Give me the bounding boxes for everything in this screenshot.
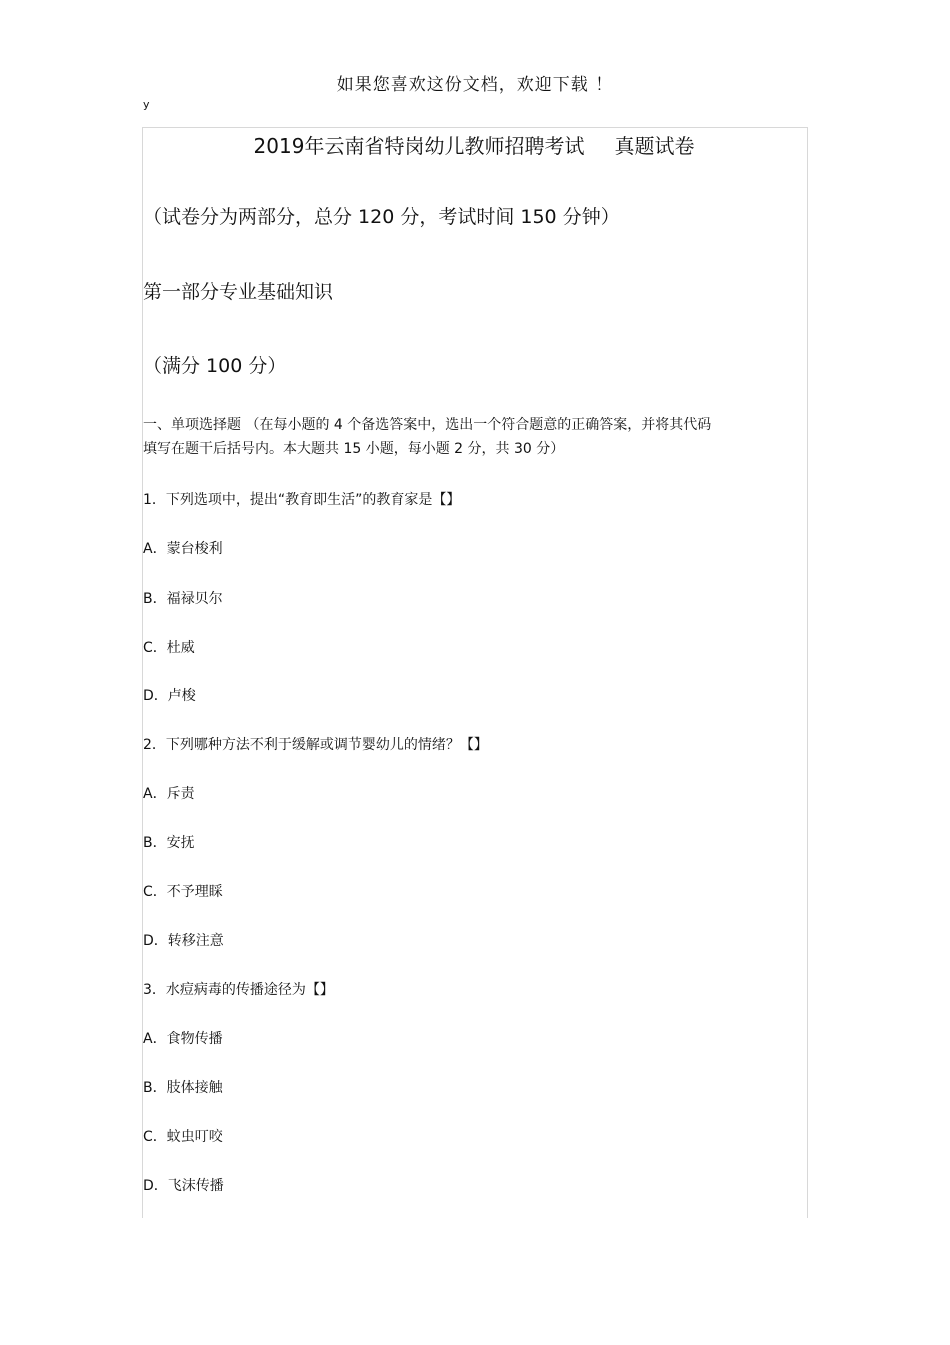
question-option: D．飞沫传播	[143, 1178, 224, 1194]
section-intro	[143, 413, 783, 461]
question-stem: 1．下列选项中，提出“教育即生活”的教育家是【】	[143, 492, 461, 508]
question-stem: 2．下列哪种方法不利于缓解或调节婴幼儿的情绪？【】	[143, 737, 488, 753]
part-heading: 第一部分专业基础知识	[143, 281, 334, 303]
section-intro-line: 填写在题干后括号内。本大题共 15 小题，每小题 2 分，共 30 分）	[143, 441, 565, 457]
full-score-note: （满分 100 分）	[143, 355, 287, 377]
exam-title	[142, 130, 806, 159]
question-option: A．蒙台梭利	[143, 541, 223, 557]
question-option: A．食物传播	[143, 1031, 223, 1047]
exam-title-main: 2019年云南省特岗幼儿教师招聘考试	[253, 134, 585, 158]
question-option: D．卢梭	[143, 688, 196, 704]
question-option: A．斥责	[143, 786, 195, 802]
exam-title-suffix: 真题试卷	[614, 134, 695, 158]
question-option: B．福禄贝尔	[143, 591, 223, 607]
corner-mark: y	[143, 98, 150, 111]
question-option: C．杜威	[143, 640, 195, 656]
question-option: C．不予理睬	[143, 884, 223, 900]
question-option: B．安抚	[143, 835, 195, 851]
question-stem: 3．水痘病毒的传播途径为【】	[143, 982, 334, 998]
section-intro-line: 一、单项选择题 （在每小题的 4 个备选答案中，选出一个符合题意的正确答案，并将其代码	[143, 417, 712, 433]
exam-subtitle: （试卷分为两部分，总分 120 分，考试时间 150 分钟）	[143, 206, 620, 228]
question-option: C．蚊虫叮咬	[143, 1129, 223, 1145]
question-option: B．肢体接触	[143, 1080, 223, 1096]
question-option: D．转移注意	[143, 933, 224, 949]
download-banner: 如果您喜欢这份文档，欢迎下载 ！	[336, 75, 614, 95]
